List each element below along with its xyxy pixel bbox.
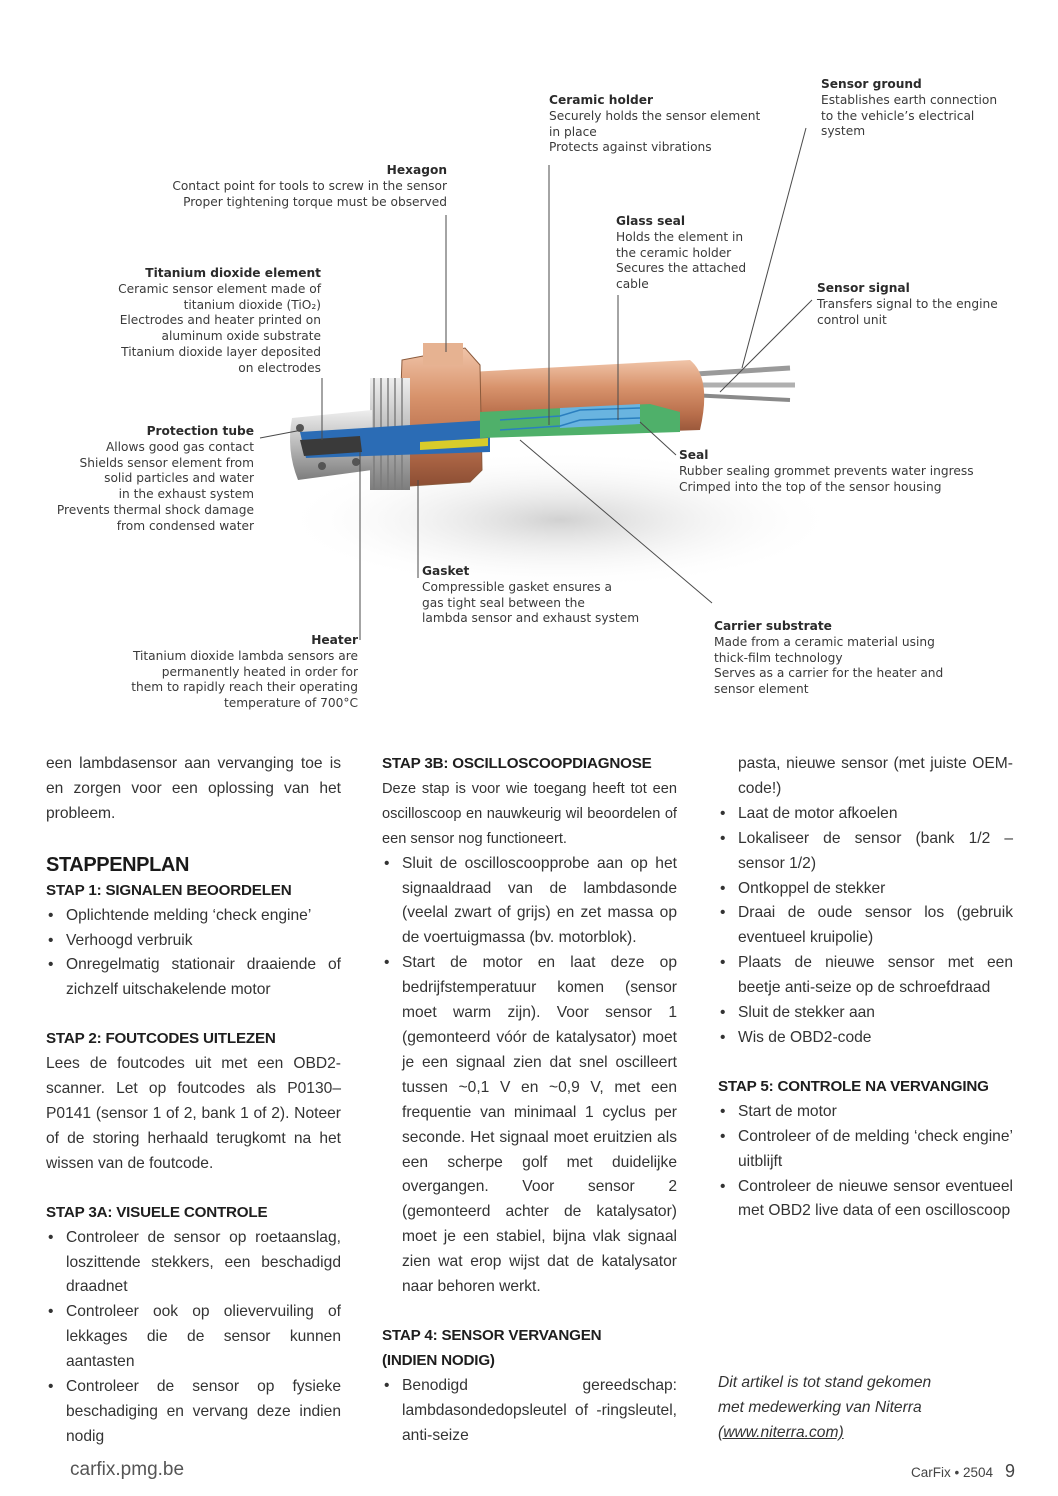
step3b-list (382, 852, 677, 1300)
step3a-heading: STAP 3A: VISUELE CONTROLE (46, 1203, 268, 1221)
list-item: • Oplichtende melding ‘check engine’ (46, 904, 341, 929)
column-1 (46, 752, 341, 1450)
issue-label: CarFix • 2504 (910, 1465, 993, 1480)
callout-sensor-ground: Sensor ground Establishes earth connection to the vehicle’s electrical system (821, 77, 998, 139)
list-item: • Wis de OBD2-code (718, 1026, 1013, 1051)
column-3 (718, 752, 1013, 1224)
step1-list (46, 904, 341, 1004)
step3a-list (46, 1226, 341, 1450)
step5-list (718, 1100, 1013, 1225)
callout-sensor-signal: Sensor signal Transfers signal to the engine control unit (817, 281, 998, 327)
list-item: • Controleer of de melding ‘check engine’ uitblijft (718, 1125, 1013, 1175)
list-item: • Sluit de oscilloscoopprobe aan op het signaaldraad van de lambdasonde (veelal zwart of grijs) en zet massa op de voertuigmassa (bv. motorblok). (382, 852, 677, 952)
step5-heading: STAP 5: CONTROLE NA VERVANGING (718, 1077, 989, 1095)
callout-glass-seal: Glass seal Holds the element in the ceramic holder Secures the attached cable (616, 214, 747, 292)
step4-heading: STAP 4: SENSOR VERVANGEN (INDIEN NODIG) (382, 1326, 602, 1369)
list-item: • Laat de motor afkoelen (718, 802, 1013, 827)
step4-continuation: pasta, nieuwe sensor (met juiste OEM-code!) (738, 755, 1013, 797)
list-item: • Draai de oude sensor los (gebruik eventueel kruipolie) (718, 901, 1013, 951)
intro-paragraph: een lambdasensor aan vervanging toe is en zorgen voor een oplossing van het probleem. (46, 755, 341, 822)
stappenplan-heading: STAPPENPLAN (46, 853, 190, 876)
callout-protection-tube: Protection tube Allows good gas contact Shields sensor element from solid particles and water in the exhaust system Prevents thermal shock damage from condensed water (56, 424, 254, 533)
list-item: • Verhoogd verbruik (46, 929, 341, 954)
list-item: • Controleer de sensor op fysieke beschadiging en vervang deze indien nodig (46, 1375, 341, 1450)
step2-paragraph: Lees de foutcodes uit met een OBD2-scanner. Let op foutcodes als P0130–P0141 (sensor 1 of 2, bank 1 of 2). Noteer of de storing herhaald terugkomt na het wissen van de foutcode. (46, 1055, 341, 1172)
list-item: • Controleer de sensor op roetaanslag, loszittende stekkers, een beschadigd draadnet (46, 1226, 341, 1301)
niterra-link[interactable]: (www.niterra.com) (718, 1423, 844, 1441)
callout-ceramic-holder: Ceramic holder Securely holds the sensor element in place Protects against vibrations (549, 93, 761, 155)
page-number: 9 (1004, 1461, 1015, 1481)
list-item: • Controleer ook op olievervuiling of lekkages die de sensor kunnen aantasten (46, 1300, 341, 1375)
list-item: • Sluit de stekker aan (718, 1001, 1013, 1026)
credit-note: Dit artikel is tot stand gekomen met medewerking van Niterra (www.niterra.com) (718, 1371, 1018, 1446)
list-item: • Plaats de nieuwe sensor met een beetje anti-seize op de schroefdraad (718, 951, 1013, 1001)
callout-gasket: Gasket Compressible gasket ensures a gas tight seal between the lambda sensor and exhaust system (422, 564, 640, 626)
list-item: • Controleer de nieuwe sensor eventueel met OBD2 live data of een oscilloscoop (718, 1175, 1013, 1225)
step3b-paragraph: Deze stap is voor wie toegang heeft tot een oscilloscoop en nauwkeurig wil beoordelen of een sensor nog functioneert. (382, 780, 677, 847)
list-item: • Start de motor en laat deze op bedrijfstemperatuur komen (sensor moet warm zijn). Voor sensor 1 (gemonteerd vóór de katalysator) moet je een signaal zien dat snel oscilleert tussen ~0,1 V en ~0,9 V, met een frequentie van minimaal 1 cyclus per seconde. Het signaal moet eruitzien als een scherpe golf met duidelijke overgangen. Voor sensor 2 (gemonteerd achter de katalysator) moet je een stabiel, bijna vlak signaal zien wat erop wijst dat de katalysator naar behoren werkt. (382, 951, 677, 1300)
callout-heater: Heater Titanium dioxide lambda sensors are permanently heated in order for them to rapidly reach their operating temperature of 700°C (131, 633, 358, 711)
list-item: • Benodigd gereedschap: lambdasondedopsleutel of -ringsleutel, anti-seize (382, 1374, 677, 1449)
step3b-heading: STAP 3B: OSCILLOSCOOPDIAGNOSE (382, 755, 652, 772)
list-item: • Ontkoppel de stekker (718, 877, 1013, 902)
list-item: • Start de motor (718, 1100, 1013, 1125)
footer-website[interactable]: carfix.pmg.be (70, 1459, 185, 1480)
step1-heading: STAP 1: SIGNALEN BEOORDELEN (46, 881, 292, 899)
callout-titanium-dioxide-element: Titanium dioxide element Ceramic sensor element made of titanium dioxide (TiO₂) Electrodes and heater printed on aluminum oxide substrate Titanium dioxide layer deposited on electrodes (118, 266, 321, 375)
sensor-diagram (0, 0, 1058, 740)
step4-list-continued (718, 802, 1013, 1051)
footer-page-info (911, 1461, 1015, 1482)
list-item: • Onregelmatig stationair draaiende of zichzelf uitschakelende motor (46, 953, 341, 1003)
callout-carrier-substrate: Carrier substrate Made from a ceramic material using thick-film technology Serves as a carrier for the heater and sensor element (714, 619, 944, 697)
step4-list (382, 1374, 677, 1449)
list-item: • Lokaliseer de sensor (bank 1/2 – sensor 1/2) (718, 827, 1013, 877)
callout-hexagon: Hexagon Contact point for tools to screw in the sensor Proper tightening torque must be observed (172, 163, 447, 209)
column-2 (382, 752, 677, 1448)
callout-seal: Seal Rubber sealing grommet prevents water ingress Crimped into the top of the sensor housing (679, 448, 974, 494)
step2-heading: STAP 2: FOUTCODES UITLEZEN (46, 1030, 276, 1048)
